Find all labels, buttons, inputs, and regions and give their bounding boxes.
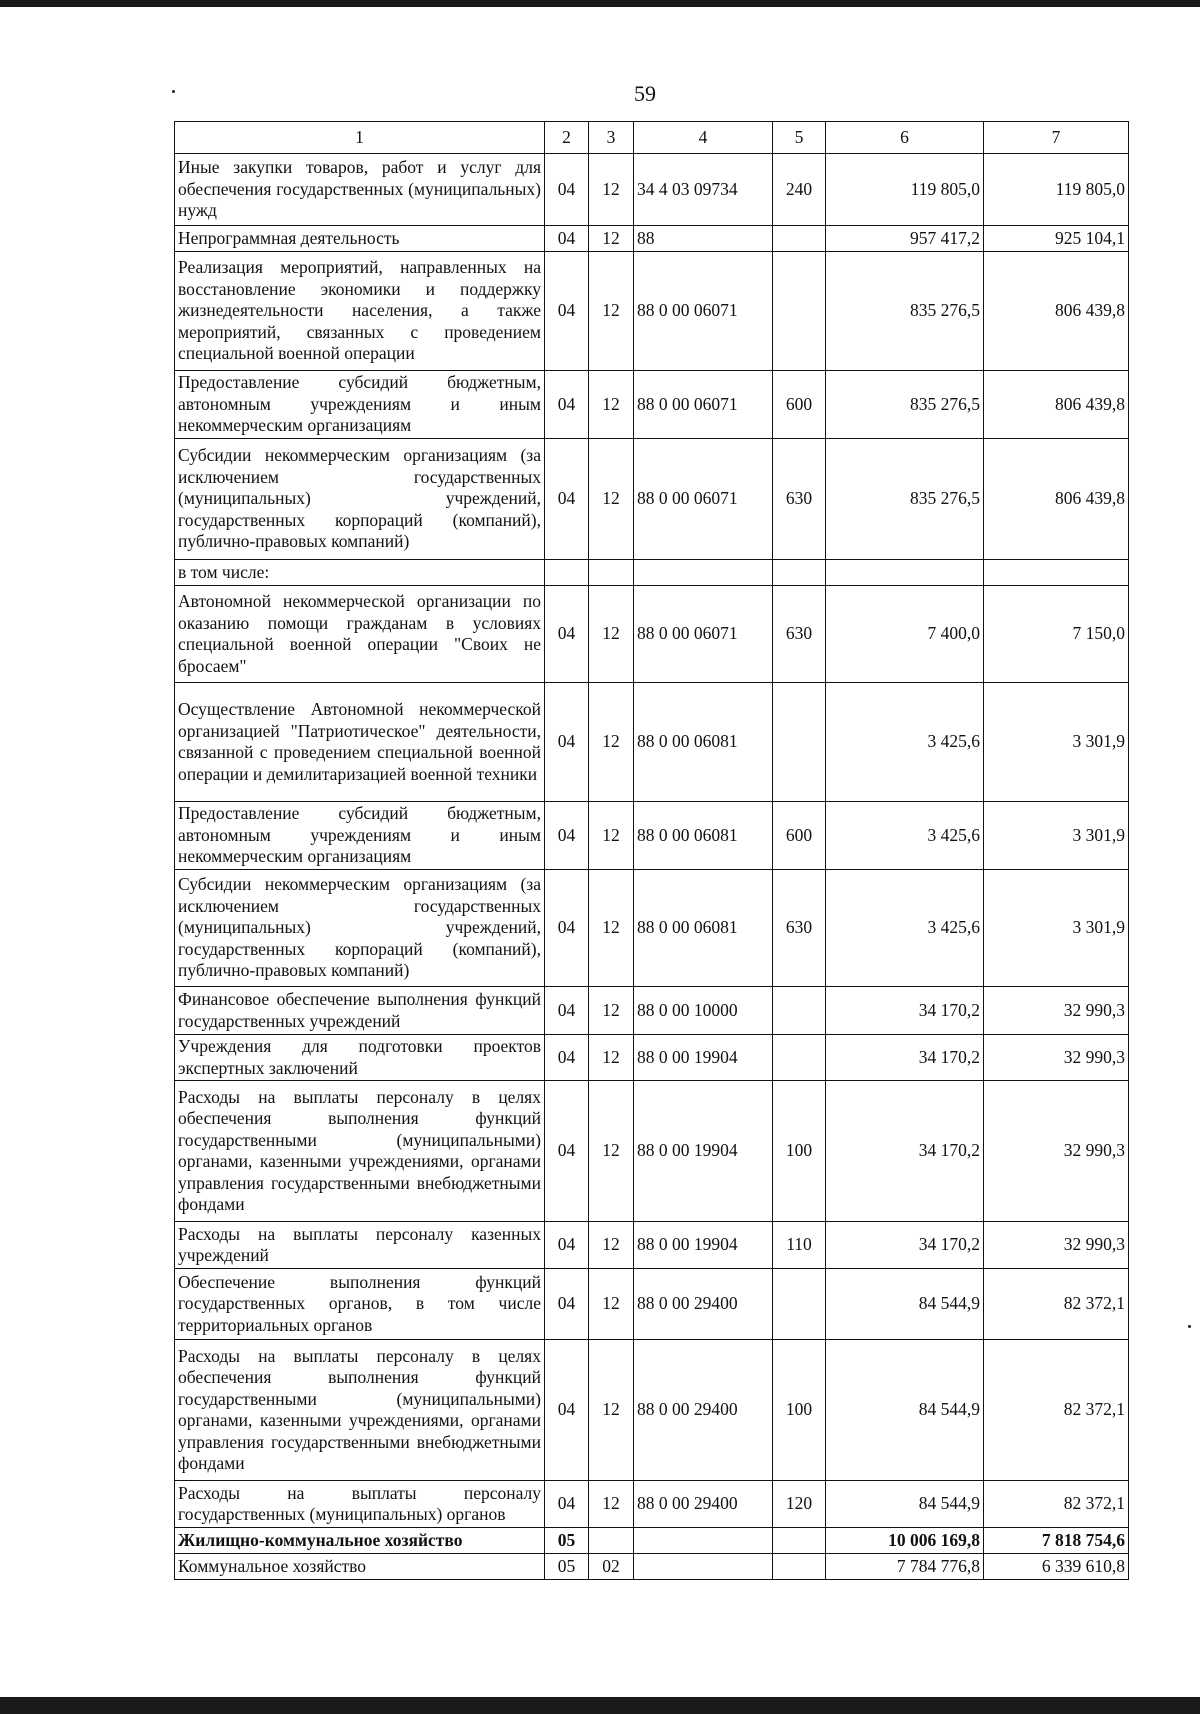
subsection-code: 12: [589, 1035, 634, 1081]
table-row: [175, 802, 1129, 870]
item-name: Иные закупки товаров, работ и услуг для обеспечения государственных (муниципальных) нужд: [175, 154, 545, 226]
section-code: 05: [545, 1528, 589, 1554]
amount-col7: 806 439,8: [984, 252, 1129, 371]
expense-type-code: [773, 1554, 826, 1580]
section-code: 05: [545, 1554, 589, 1580]
subsection-code: 12: [589, 987, 634, 1035]
table-row: [175, 1269, 1129, 1340]
amount-col7: 3 301,9: [984, 683, 1129, 802]
expense-type-code: [773, 1269, 826, 1340]
expense-type-code: [773, 683, 826, 802]
expense-type-code: 100: [773, 1081, 826, 1222]
target-article-code: 34 4 03 09734: [634, 154, 773, 226]
expense-type-code: [773, 1528, 826, 1554]
header-cell: 6: [826, 122, 984, 154]
subsection-code: 12: [589, 802, 634, 870]
item-name: Жилищно-коммунальное хозяйство: [175, 1528, 545, 1554]
section-code: 04: [545, 1269, 589, 1340]
amount-col6: 84 544,9: [826, 1269, 984, 1340]
amount-col7: 32 990,3: [984, 1035, 1129, 1081]
amount-col6: 34 170,2: [826, 1081, 984, 1222]
amount-col7: 806 439,8: [984, 371, 1129, 439]
table-row: [175, 1081, 1129, 1222]
amount-col6: 34 170,2: [826, 1035, 984, 1081]
scan-border-top: [0, 0, 1200, 7]
section-code: 04: [545, 1222, 589, 1269]
amount-col6: 10 006 169,8: [826, 1528, 984, 1554]
amount-col7: 806 439,8: [984, 439, 1129, 560]
table-row: [175, 1035, 1129, 1081]
target-article-code: 88 0 00 29400: [634, 1269, 773, 1340]
subsection-code: 12: [589, 1269, 634, 1340]
subsection-code: 12: [589, 1081, 634, 1222]
amount-col7: 32 990,3: [984, 1222, 1129, 1269]
target-article-code: 88 0 00 19904: [634, 1081, 773, 1222]
amount-col7: 32 990,3: [984, 987, 1129, 1035]
expense-type-code: 600: [773, 802, 826, 870]
expense-type-code: 630: [773, 586, 826, 683]
expense-type-code: [773, 252, 826, 371]
item-name: Расходы на выплаты персоналу в целях обеспечения выполнения функций государственными (муниципальными) органами, казенными учреждениями, органами управления государственными внебюджетными фондами: [175, 1081, 545, 1222]
scan-border-bottom: [0, 1697, 1200, 1714]
item-name: Реализация мероприятий, направленных на восстановление экономики и поддержку жизнедеятельности населения, а также мероприятий, связанных с проведением специальной военной операции: [175, 252, 545, 371]
header-cell: 1: [175, 122, 545, 154]
item-name: Расходы на выплаты персоналу государственных (муниципальных) органов: [175, 1481, 545, 1528]
expense-type-code: 630: [773, 870, 826, 987]
target-article-code: 88 0 00 06081: [634, 802, 773, 870]
item-name: Автономной некоммерческой организации по оказанию помощи гражданам в условиях специальной военной операции "Своих не бросаем": [175, 586, 545, 683]
target-article-code: 88 0 00 19904: [634, 1035, 773, 1081]
section-code: 04: [545, 1481, 589, 1528]
expense-type-code: 100: [773, 1340, 826, 1481]
table-row: [175, 870, 1129, 987]
amount-col7: 7 818 754,6: [984, 1528, 1129, 1554]
subsection-code: [589, 1528, 634, 1554]
section-code: 04: [545, 683, 589, 802]
amount-col6: 119 805,0: [826, 154, 984, 226]
table-row: [175, 1481, 1129, 1528]
section-code: 04: [545, 1035, 589, 1081]
table-row: [175, 252, 1129, 371]
item-name: Непрограммная деятельность: [175, 226, 545, 252]
amount-col6: 34 170,2: [826, 1222, 984, 1269]
item-name: Субсидии некоммерческим организациям (за исключением государственных (муниципальных) учреждений, государственных корпораций (компаний), публично-правовых компаний): [175, 439, 545, 560]
expense-type-code: [773, 987, 826, 1035]
amount-col7: 82 372,1: [984, 1481, 1129, 1528]
section-code: 04: [545, 987, 589, 1035]
subsection-code: 12: [589, 1481, 634, 1528]
amount-col7: 119 805,0: [984, 154, 1129, 226]
amount-col7: [984, 560, 1129, 586]
expense-type-code: 240: [773, 154, 826, 226]
target-article-code: 88 0 00 06071: [634, 371, 773, 439]
scan-speck: [172, 90, 175, 93]
target-article-code: [634, 560, 773, 586]
subsection-code: 12: [589, 371, 634, 439]
subsection-code: 12: [589, 252, 634, 371]
subsection-code: 02: [589, 1554, 634, 1580]
section-code: 04: [545, 439, 589, 560]
table-row: [175, 560, 1129, 586]
header-cell: 4: [634, 122, 773, 154]
target-article-code: 88 0 00 29400: [634, 1481, 773, 1528]
subsection-code: 12: [589, 683, 634, 802]
section-code: 04: [545, 371, 589, 439]
header-cell: 5: [773, 122, 826, 154]
amount-col6: 835 276,5: [826, 371, 984, 439]
target-article-code: 88 0 00 06071: [634, 586, 773, 683]
amount-col6: 835 276,5: [826, 439, 984, 560]
item-name: Коммунальное хозяйство: [175, 1554, 545, 1580]
table-row: [175, 987, 1129, 1035]
amount-col6: 34 170,2: [826, 987, 984, 1035]
item-name: Финансовое обеспечение выполнения функций государственных учреждений: [175, 987, 545, 1035]
target-article-code: 88: [634, 226, 773, 252]
amount-col6: 84 544,9: [826, 1481, 984, 1528]
expense-type-code: [773, 560, 826, 586]
subsection-code: 12: [589, 870, 634, 987]
amount-col6: [826, 560, 984, 586]
table-row: [175, 586, 1129, 683]
section-code: [545, 560, 589, 586]
target-article-code: 88 0 00 29400: [634, 1340, 773, 1481]
item-name: Учреждения для подготовки проектов экспертных заключений: [175, 1035, 545, 1081]
subsection-code: 12: [589, 439, 634, 560]
page-number: 59: [634, 81, 656, 106]
amount-col6: 7 400,0: [826, 586, 984, 683]
item-name: Предоставление субсидий бюджетным, автономным учреждениям и иным некоммерческим организациям: [175, 802, 545, 870]
table-row: [175, 1340, 1129, 1481]
section-code: 04: [545, 870, 589, 987]
amount-col6: 3 425,6: [826, 802, 984, 870]
section-code: 04: [545, 252, 589, 371]
amount-col6: 957 417,2: [826, 226, 984, 252]
item-name: Расходы на выплаты персоналу казенных учреждений: [175, 1222, 545, 1269]
amount-col7: 82 372,1: [984, 1340, 1129, 1481]
table-row: [175, 1528, 1129, 1554]
item-name: Субсидии некоммерческим организациям (за исключением государственных (муниципальных) учреждений, государственных корпораций (компаний), публично-правовых компаний): [175, 870, 545, 987]
target-article-code: [634, 1554, 773, 1580]
section-code: 04: [545, 1340, 589, 1481]
item-name: Обеспечение выполнения функций государственных органов, в том числе территориальных органов: [175, 1269, 545, 1340]
column-number-header: [175, 122, 1129, 154]
item-name: в том числе:: [175, 560, 545, 586]
header-cell: 3: [589, 122, 634, 154]
table-row: [175, 683, 1129, 802]
target-article-code: 88 0 00 06071: [634, 439, 773, 560]
amount-col7: 925 104,1: [984, 226, 1129, 252]
item-name: Осуществление Автономной некоммерческой организацией "Патриотическое" деятельности, связанной с проведением специальной военной операции и демилитаризацией военной техники: [175, 683, 545, 802]
section-code: 04: [545, 226, 589, 252]
expense-type-code: [773, 226, 826, 252]
amount-col7: 3 301,9: [984, 802, 1129, 870]
expense-type-code: 600: [773, 371, 826, 439]
item-name: Расходы на выплаты персоналу в целях обеспечения выполнения функций государственными (муниципальными) органами, казенными учреждениями, органами управления государственными внебюджетными фондами: [175, 1340, 545, 1481]
expense-type-code: [773, 1035, 826, 1081]
scan-speck: [1188, 1325, 1191, 1328]
budget-table: [174, 121, 1129, 1580]
table-row: [175, 371, 1129, 439]
table-row: [175, 1222, 1129, 1269]
section-code: 04: [545, 802, 589, 870]
expense-type-code: 630: [773, 439, 826, 560]
header-cell: 7: [984, 122, 1129, 154]
target-article-code: 88 0 00 06081: [634, 683, 773, 802]
target-article-code: 88 0 00 10000: [634, 987, 773, 1035]
subsection-code: 12: [589, 1340, 634, 1481]
amount-col7: 82 372,1: [984, 1269, 1129, 1340]
amount-col6: 835 276,5: [826, 252, 984, 371]
expense-type-code: 120: [773, 1481, 826, 1528]
amount-col7: 32 990,3: [984, 1081, 1129, 1222]
item-name: Предоставление субсидий бюджетным, автономным учреждениям и иным некоммерческим организациям: [175, 371, 545, 439]
section-code: 04: [545, 586, 589, 683]
subsection-code: 12: [589, 154, 634, 226]
subsection-code: 12: [589, 1222, 634, 1269]
table-row: [175, 226, 1129, 252]
header-cell: 2: [545, 122, 589, 154]
table-row: [175, 439, 1129, 560]
amount-col6: 84 544,9: [826, 1340, 984, 1481]
target-article-code: 88 0 00 06081: [634, 870, 773, 987]
target-article-code: [634, 1528, 773, 1554]
table-row: [175, 154, 1129, 226]
expense-type-code: 110: [773, 1222, 826, 1269]
subsection-code: 12: [589, 586, 634, 683]
target-article-code: 88 0 00 06071: [634, 252, 773, 371]
table-row: [175, 1554, 1129, 1580]
subsection-code: 12: [589, 226, 634, 252]
subsection-code: [589, 560, 634, 586]
amount-col6: 3 425,6: [826, 683, 984, 802]
amount-col6: 3 425,6: [826, 870, 984, 987]
section-code: 04: [545, 1081, 589, 1222]
target-article-code: 88 0 00 19904: [634, 1222, 773, 1269]
amount-col7: 6 339 610,8: [984, 1554, 1129, 1580]
amount-col7: 7 150,0: [984, 586, 1129, 683]
amount-col7: 3 301,9: [984, 870, 1129, 987]
section-code: 04: [545, 154, 589, 226]
amount-col6: 7 784 776,8: [826, 1554, 984, 1580]
